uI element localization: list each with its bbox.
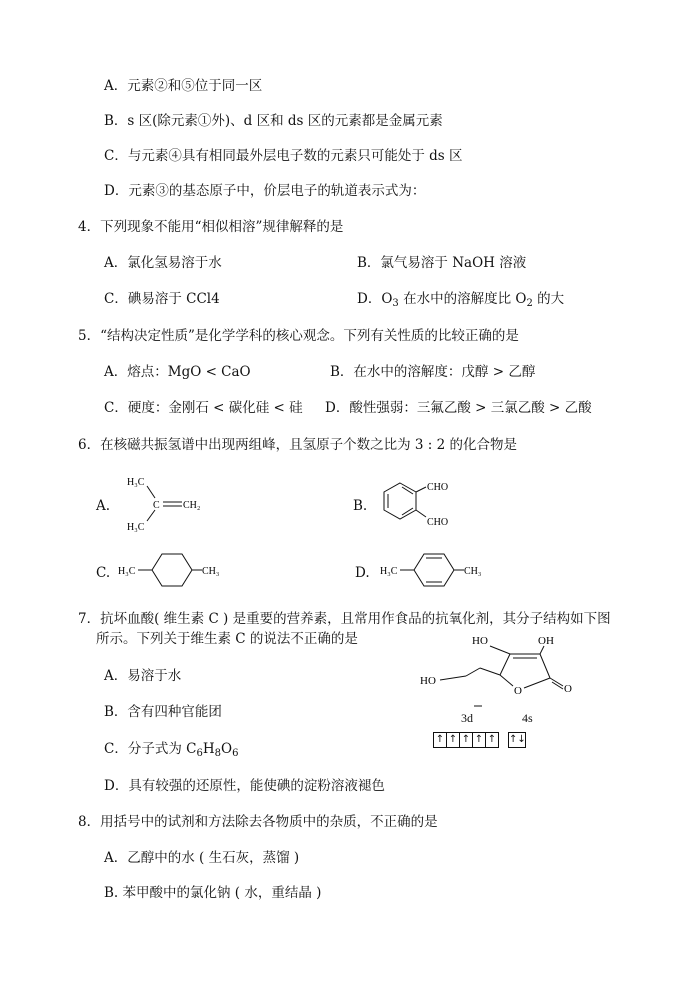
- q5-option-c: C．硬度：金刚石 < 碳化硅 < 硅: [104, 400, 303, 416]
- q8-option-a: A．乙醇中的水 ( 生石灰，蒸馏 ): [104, 850, 300, 866]
- molA-ch3-bottom: H₃C: [127, 522, 145, 533]
- vitc-ring-o: O: [514, 685, 522, 697]
- molB-cho-top: CHO: [427, 482, 449, 493]
- q7-option-d: D．具有较强的还原性，能使碘的淀粉溶液褪色: [104, 778, 385, 794]
- q5-option-d: D．酸性强弱：三氟乙酸 > 三氯乙酸 > 乙酸: [325, 400, 592, 416]
- q4-option-c: C．碘易溶于 CCl4: [104, 291, 220, 307]
- q6-option-d-label: D.: [355, 565, 370, 581]
- molC-left: H₃C: [118, 566, 136, 577]
- q3-option-b: B．s 区(除元素①外)、d 区和 ds 区的元素都是金属元素: [104, 113, 443, 129]
- q7-option-a: A．易溶于水: [104, 668, 182, 684]
- q8-option-b: B. 苯甲酸中的氯化钠 ( 水，重结晶 ): [104, 885, 322, 901]
- vitc-oh-top-right: OH: [538, 635, 554, 647]
- orbital-3d-box-3: ↑: [459, 732, 473, 748]
- molD-left: H₃C: [380, 566, 398, 577]
- molC-right: CH₃: [202, 566, 220, 577]
- molA-ch3-top: H₃C: [127, 477, 145, 488]
- molecule-d-structure: [378, 548, 493, 592]
- q4-option-b: B．氯气易溶于 NaOH 溶液: [357, 255, 527, 271]
- orbital-label-4s: 4s: [522, 711, 533, 725]
- q3-option-a: A．元素②和⑤位于同一区: [104, 78, 263, 94]
- q7-option-b: B．含有四种官能团: [104, 704, 222, 720]
- molA-c: C: [153, 500, 160, 511]
- q4-option-a: A．氯化氢易溶于水: [104, 255, 222, 271]
- orbital-4s-box: ↑↓: [508, 732, 526, 748]
- q7-stem-line2: 所示。下列关于维生素 C 的说法不正确的是: [96, 631, 358, 647]
- molecule-c-structure: [116, 548, 226, 592]
- q5-option-b: B．在水中的溶解度：戊醇 > 乙醇: [330, 364, 536, 380]
- q7-option-c: C．分子式为 $C_6H_8O_6$: [104, 741, 239, 759]
- q6-option-b-label: B.: [353, 498, 368, 514]
- molecule-b-structure: [378, 477, 468, 539]
- q7-stem-line1: 7．抗坏血酸( 维生素 C ) 是重要的营养素，且常用作食品的抗氧化剂，其分子结构如下图: [78, 611, 611, 627]
- q6-stem: 6．在核磁共振氢谱中出现两组峰，且氢原子个数之比为 3 : 2 的化合物是: [78, 437, 517, 453]
- q6-option-c-label: C.: [96, 565, 111, 581]
- vitc-ho-left: HO: [420, 675, 436, 687]
- q8-stem: 8．用括号中的试剂和方法除去各物质中的杂质，不正确的是: [78, 814, 438, 830]
- molB-cho-bottom: CHO: [427, 517, 449, 528]
- molD-right: CH₃: [464, 566, 482, 577]
- q3-option-c: C．与元素④具有相同最外层电子数的元素只可能处于 ds 区: [104, 148, 463, 164]
- molA-ch2: CH₂: [183, 500, 201, 511]
- q6-option-a-label: A.: [96, 498, 111, 514]
- q5-option-a: A．熔点：MgO < CaO: [104, 364, 251, 380]
- orbital-3d-box-2: ↑: [446, 732, 460, 748]
- q3-option-d: D．元素③的基态原子中，价层电子的轨道表示式为：: [104, 183, 426, 199]
- orbital-diagram: [433, 727, 525, 748]
- molecule-a-structure: [125, 472, 215, 534]
- q5-stem: 5．“结构决定性质”是化学学科的核心观念。下列有关性质的比较正确的是: [78, 328, 519, 344]
- vitc-ho-top-left: HO: [472, 635, 488, 647]
- orbital-3d-box-1: ↑: [433, 732, 447, 748]
- vitc-carbonyl-o: O: [564, 683, 572, 695]
- orbital-label-3d: 3d: [461, 711, 473, 725]
- vitamin-c-structure: [418, 630, 578, 710]
- orbital-3d-box-4: ↑: [472, 732, 486, 748]
- q4-stem: 4．下列现象不能用“相似相溶”规律解释的是: [78, 219, 344, 235]
- q4-option-d: D．$O_3$ 在水中的溶解度比 $O_2$ 的大: [357, 291, 565, 309]
- orbital-3d-box-5: ↑: [485, 732, 499, 748]
